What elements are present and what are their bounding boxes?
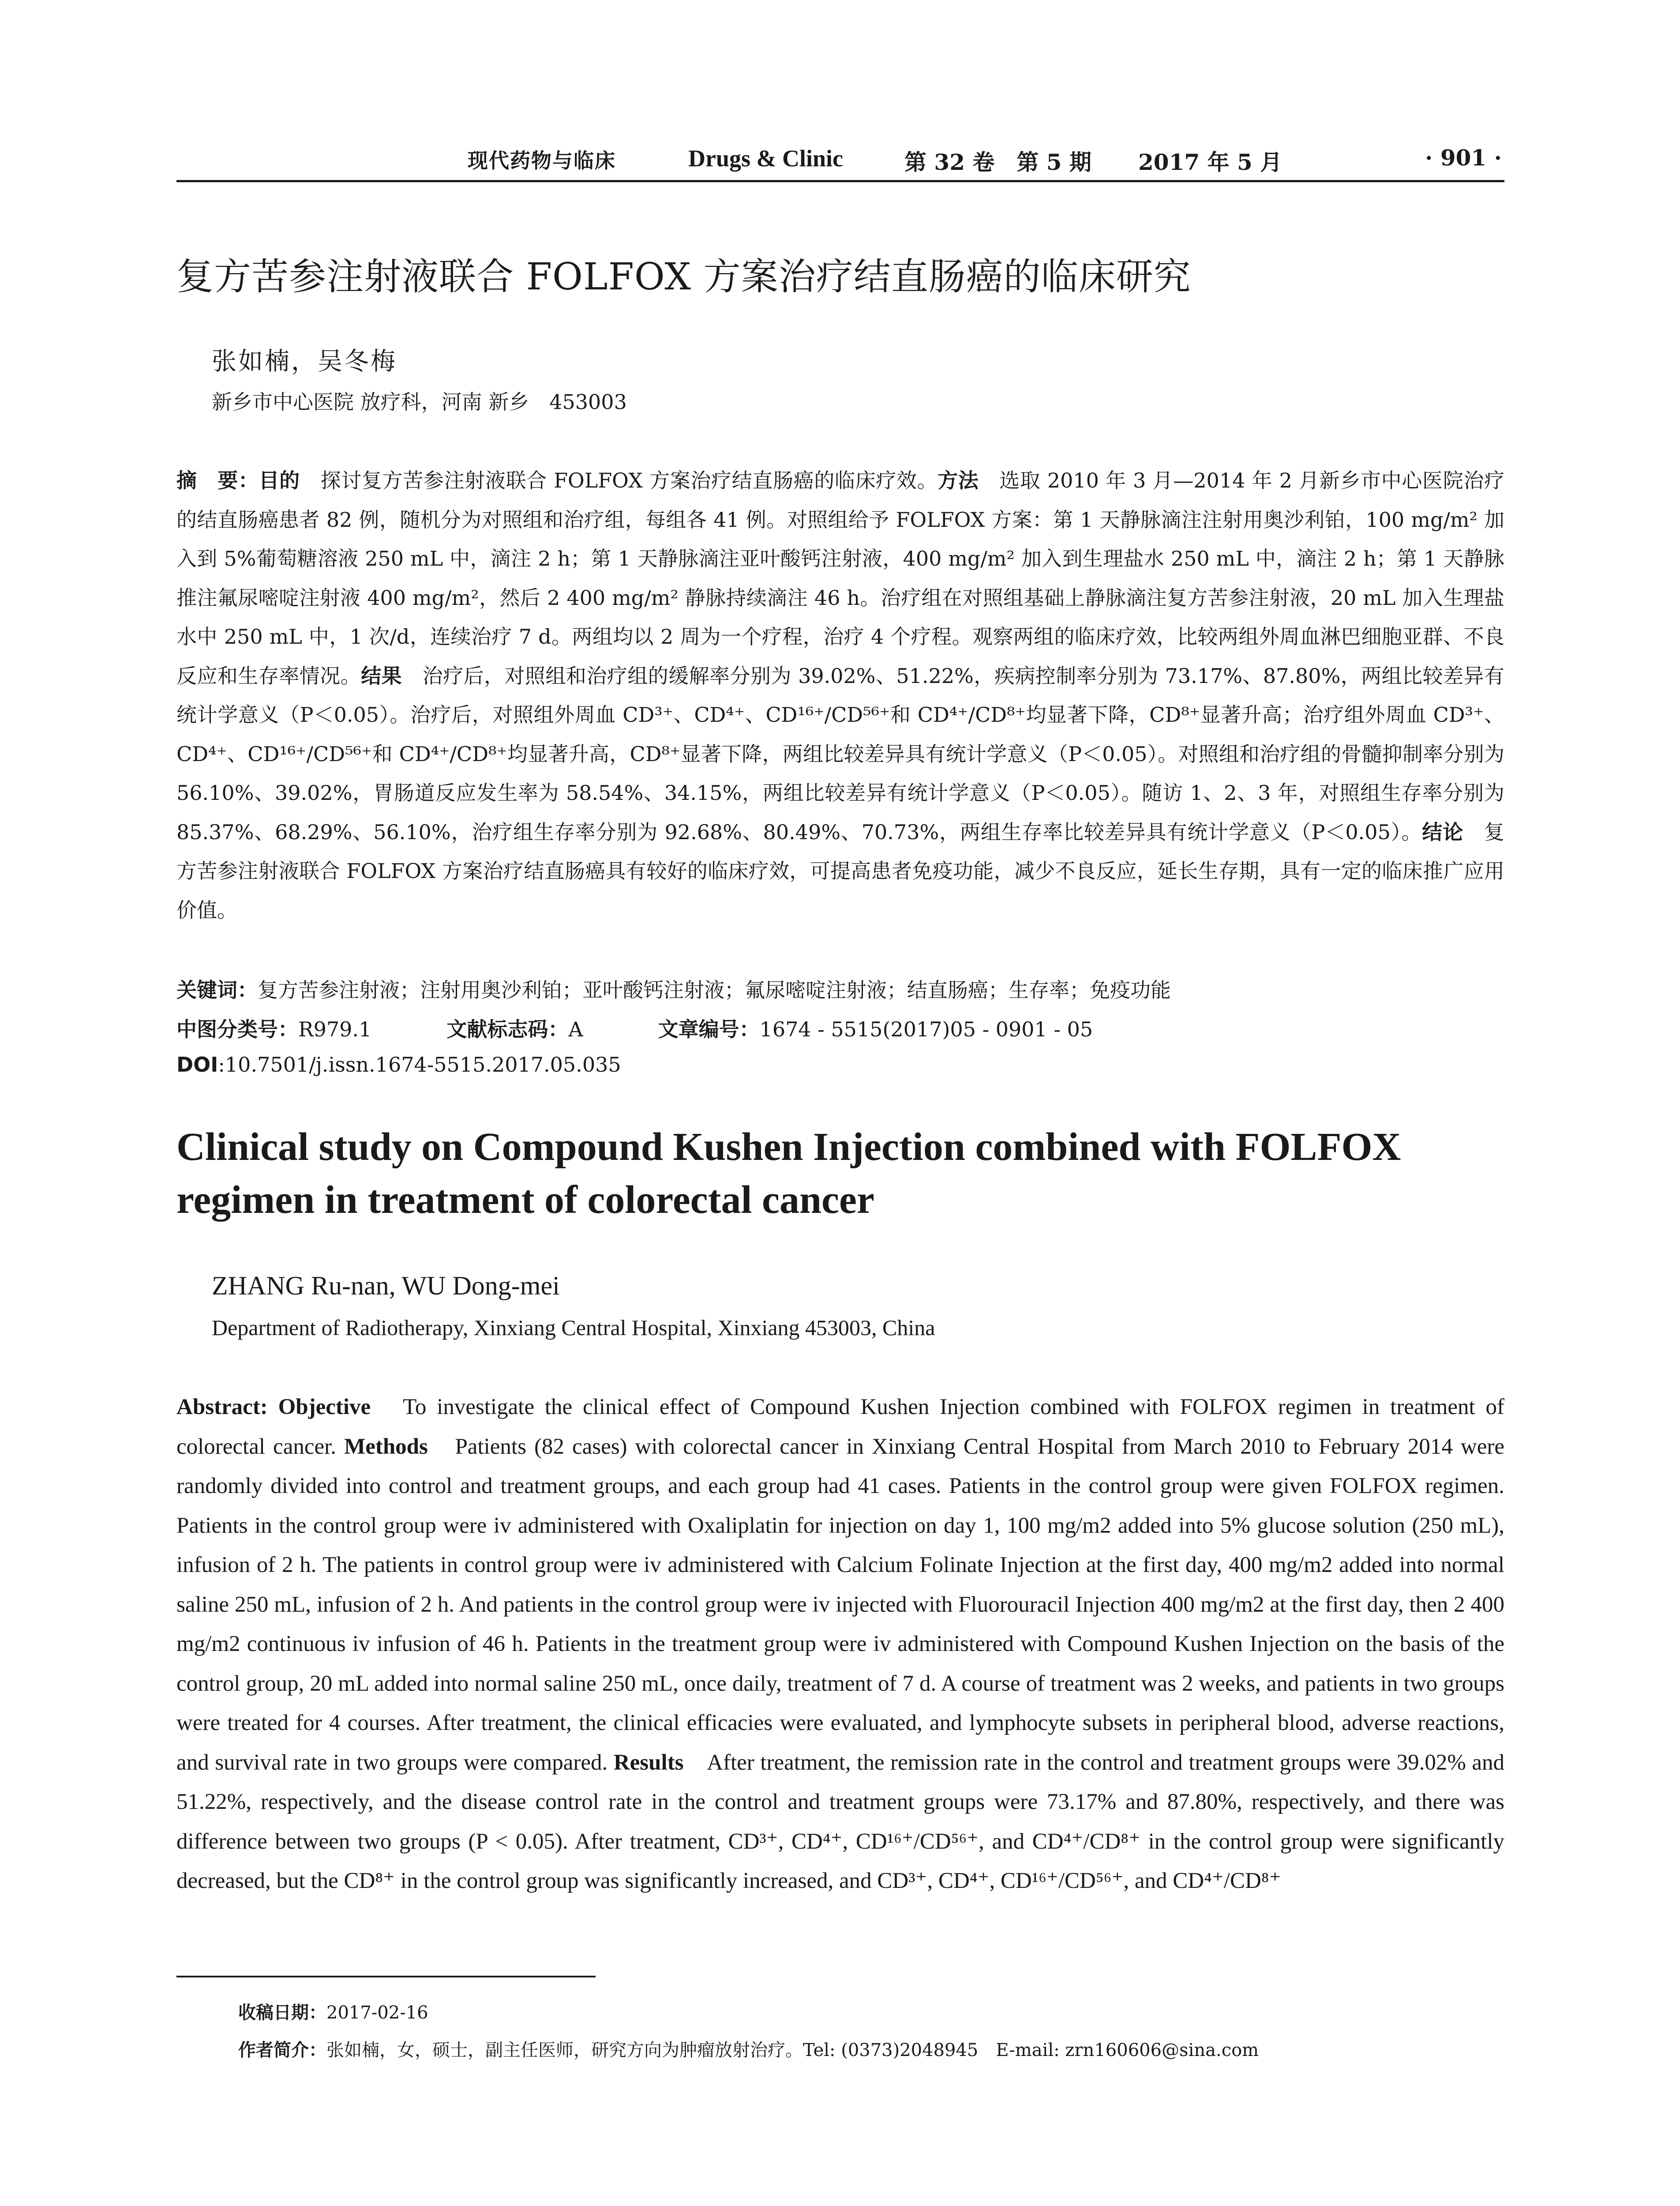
journal-name-cn: 现代药物与临床	[468, 149, 616, 173]
affiliation-en: Department of Radiotherapy, Xinxiang Central Hospital, Xinxiang 453003, China	[212, 1315, 935, 1340]
authors-en: ZHANG Ru-nan, WU Dong-mei	[212, 1271, 560, 1300]
running-header	[176, 140, 1504, 182]
title-en: Clinical study on Compound Kushen Injection combined with FOLFOX regimen in treatment of colorectal cancer	[176, 1125, 1401, 1222]
keywords-label-cn: 关键词：	[176, 978, 258, 1002]
methods-text-cn: 选取 2010 年 3 月—2014 年 2 月新乡市中心医院治疗的结直肠癌患者 82 例，随机分为对照组和治疗组，每组各 41 例。对照组给予 FOLFOX 方案：第 1 天静脉滴注注射用奥沙利铂，100 mg/m² 加入到 5%葡萄糖溶液 250 mL 中，滴注 2 h；第 1 天静脉滴注亚叶酸钙注射液，400 mg/m² 加入到生理盐水 250 mL 中，滴注 2 h；第 1 天静脉推注氟尿嘧啶注射液 400 mg/m²，然后 2 400 mg/m² 静脉持续滴注 46 h。治疗组在对照组基础上静脉滴注复方苦参注射液，20 mL 加入生理盐水中 250 mL 中，1 次/d，连续治疗 7 d。两组均以 2 周为一个疗程，治疗 4 个疗程。观察两组的临床疗效，比较两组外周血淋巴细胞亚群、不良反应和生存率情况。	[176, 469, 1505, 688]
doi-line	[176, 1053, 1504, 1077]
author-bio-label: 作者简介：	[238, 2040, 326, 2060]
doi-label: DOI	[176, 1053, 218, 1077]
objective-label-cn: 目的	[259, 469, 300, 492]
doi-value: :10.7501/j.issn.1674-5515.2017.05.035	[218, 1053, 621, 1077]
clc-label: 中图分类号：	[176, 1017, 298, 1041]
received-date	[238, 1999, 428, 2024]
keywords-cn	[176, 974, 1504, 1003]
author-bio	[238, 2036, 1259, 2061]
results-label-en: Results	[613, 1750, 684, 1775]
journal-name-en: Drugs & Clinic	[688, 145, 843, 172]
results-text-en: After treatment, the remission rate in the control and treatment groups were 39.02% and 51.22%, respectively, and the disease control rate in the control and treatment groups were 73.17% and 87.80%, respectively, and there was difference between two groups (P < 0.05). After treatment, CD³⁺, CD⁴⁺, CD¹⁶⁺/CD⁵⁶⁺, and CD⁴⁺/CD⁸⁺ in the control group were significantly decreased, but the CD⁸⁺ in the control group was significantly increased, and CD³⁺, CD⁴⁺, CD¹⁶⁺/CD⁵⁶⁺, and CD⁴⁺/CD⁸⁺	[176, 1750, 1505, 1893]
abstract-label-cn: 摘 要：	[176, 469, 259, 492]
doc-code-label: 文献标志码：	[446, 1017, 569, 1041]
conclusion-text-cn: 复方苦参注射液联合 FOLFOX 方案治疗结直肠癌具有较好的临床疗效，可提高患者免疫功能，减少不良反应，延长生存期，具有一定的临床推广应用价值。	[176, 820, 1504, 922]
abstract-en	[176, 1388, 1504, 1901]
abstract-label-en: Abstract: Objective	[176, 1395, 371, 1419]
conclusion-label-cn: 结论	[1422, 820, 1464, 844]
objective-text-en: To investigate the clinical effect of Compound Kushen Injection combined with FOLFOX regimen in treatment of colorectal cancer.	[176, 1395, 1505, 1459]
methods-label-en: Methods	[344, 1434, 428, 1459]
authors-cn: 张如楠，吴冬梅	[212, 347, 397, 376]
abstract-cn	[176, 461, 1504, 930]
keywords-text-cn: 复方苦参注射液；注射用奥沙利铂；亚叶酸钙注射液；氟尿嘧啶注射液；结直肠癌；生存率；免疫功能	[258, 978, 1171, 1002]
author-bio-text: 张如楠，女，硕士，副主任医师，研究方向为肿瘤放射治疗。Tel: (0373)2048945 E-mail: zrn160606@sina.com	[326, 2040, 1259, 2060]
doc-code-value: A	[568, 1017, 583, 1041]
issue-date: 2017 年 5 月	[1138, 149, 1282, 175]
affiliation-cn: 新乡市中心医院 放疗科，河南 新乡 453003	[212, 390, 627, 414]
results-label-cn: 结果	[361, 664, 402, 688]
methods-text-en: Patients (82 cases) with colorectal cancer in Xinxiang Central Hospital from March 2010 to February 2014 were randomly divided into control and treatment groups, and each group had 41 cases. Patients in the control group were given FOLFOX regimen. Patients in the control group were iv administered with Oxaliplatin for injection on day 1, 100 mg/m2 added into 5% glucose solution (250 mL), infusion of 2 h. The patients in control group were iv administered with Calcium Folinate Injection at the first day, 400 mg/m2 added into normal saline 250 mL, infusion of 2 h. And patients in the control group were iv injected with Fluorouracil Injection 400 mg/m2 at the first day, then 2 400 mg/m2 continuous iv infusion of 46 h. Patients in the treatment group were iv administered with Compound Kushen Injection on the basis of the control group, 20 mL added into normal saline 250 mL, once daily, treatment of 7 d. A course of treatment was 2 weeks, and patients in two groups were treated for 4 courses. After treatment, the clinical efficacies were evaluated, and lymphocyte subsets in peripheral blood, adverse reactions, and survival rate in two groups were compared.	[176, 1434, 1505, 1775]
footnote-rule	[176, 1976, 596, 1977]
received-value: 2017-02-16	[326, 2003, 428, 2023]
title-cn: 复方苦参注射液联合 FOLFOX 方案治疗结直肠癌的临床研究	[176, 255, 1191, 298]
received-label: 收稿日期：	[238, 2003, 326, 2023]
article-no-label: 文章编号：	[658, 1017, 760, 1041]
methods-label-cn: 方法	[938, 469, 979, 492]
objective-text-cn: 探讨复方苦参注射液联合 FOLFOX 方案治疗结直肠癌的临床疗效。	[300, 469, 938, 492]
classification-line	[176, 1013, 1504, 1043]
volume-issue: 第 32 卷 第 5 期	[904, 149, 1091, 175]
results-text-cn: 治疗后，对照组和治疗组的缓解率分别为 39.02%、51.22%，疾病控制率分别为 73.17%、87.80%，两组比较差异有统计学意义（P＜0.05）。治疗后，对照组外周血 CD³⁺、CD⁴⁺、CD¹⁶⁺/CD⁵⁶⁺和 CD⁴⁺/CD⁸⁺均显著下降，CD⁸⁺显著升高；治疗组外周血 CD³⁺、CD⁴⁺、CD¹⁶⁺/CD⁵⁶⁺和 CD⁴⁺/CD⁸⁺均显著升高，CD⁸⁺显著下降，两组比较差异具有统计学意义（P＜0.05）。对照组和治疗组的骨髓抑制率分别为 56.10%、39.02%，胃肠道反应发生率为 58.54%、34.15%，两组比较差异有统计学意义（P＜0.05）。随访 1、2、3 年，对照组生存率分别为 85.37%、68.29%、56.10%，治疗组生存率分别为 92.68%、80.49%、70.73%，两组生存率比较差异具有统计学意义（P＜0.05）。	[176, 664, 1505, 844]
page-number: · 901 ·	[1425, 145, 1502, 171]
clc-value: R979.1	[298, 1017, 372, 1041]
article-no-value: 1674 - 5515(2017)05 - 0901 - 05	[759, 1017, 1093, 1041]
